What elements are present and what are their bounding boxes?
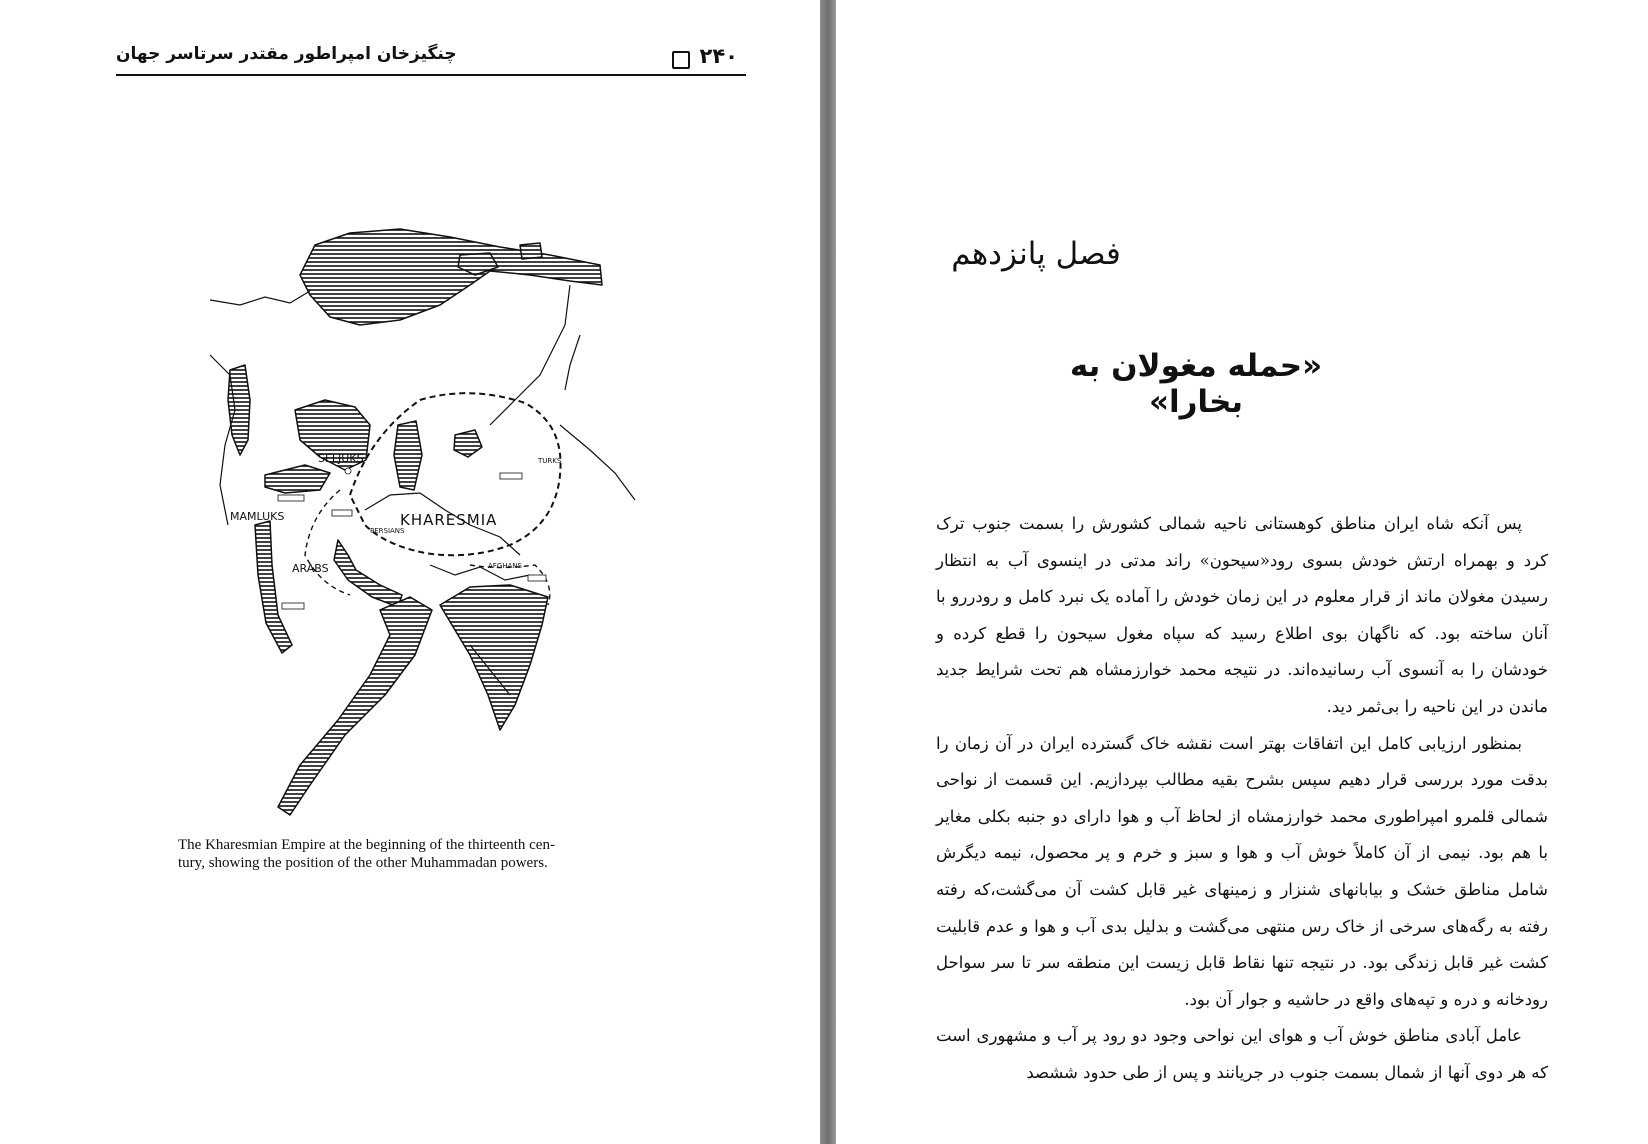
running-header-title: چنگیزخان امپراطور مقتدر سرتاسر جهان [116,44,457,64]
map-label-turks: TURKS [538,457,562,465]
paragraph: پس آنکه شاه ایران مناطق کوهستانی ناحیه شمالی کشورش را بسمت جنوب ترک کرد و بهمراه ارتش خودش بسوی رود«سیحون» راند مدتی در اینسوی آب به انتظار رسیدن مغولان ماند از قرار معلوم در این زمان خودش را آماده یک نبرد کامل و رودررو با آنان ساخته بود. که ناگهان بوی اطلاع رسید که سپاه مغول سیحون را قطع کرده و خودشان را به آنسوی آب رسانیده‌اند. در نتیجه محمد خوارزمشاه هم تحت شرایط جدید ماندن در این ناحیه را بی‌ثمر دید. [936,514,1548,716]
map-label-mamluks: MAMLUKS [230,510,285,523]
left-page [0,0,820,1144]
chapter-label: فصل پانزدهم [951,236,1121,272]
chapter-title: «حمله مغولان به بخارا» [1069,348,1323,420]
caption-line-1: The Kharesmian Empire at the beginning of the thirteenth cen- [178,837,555,853]
map-label-afghans: AFGHANS [488,562,522,570]
paragraph: بمنظور ارزیابی کامل این اتفاقات بهتر است نقشه خاک گسترده ایران در آن زمان را بدقت مورد بررسی قرار دهیم سپس بشرح بقیه مطالب بپردازیم. این قسمت از نواحی شمالی قلمرو امپراطوری محمد خوارزمشاه از لحاظ آب و هوا دارای دو جنبه بکلی مغایر با هم بود. نیمی از آن کاملاً خوش آب و هوا و سبز و خرم و پر محصول، نیمه دیگرش شامل مناطق خشک و بیابانهای شنزار و زمینهای غیر قابل کشت آن می‌گشت،که رفته رفته به رگه‌های سرخی از خاک رس منتهی می‌گشت و بدلیل بدی آب و هوا و عدم قابلیت کشت غیر قابل زندگی بود. در نتیجه تنها نقاط قابل زیست این منطقه سر تا سر سواحل رودخانه و دره و تپه‌های واقع در حاشیه و جوار آن بود. [936,733,1549,1009]
map-label-arabs: ARABS [292,562,329,575]
map-label-seljuks: SELJUKS [318,452,364,465]
paragraph: عامل آبادی مناطق خوش آب و هوای این نواحی وجود دو رود پر آب و مشهوری است که هر دوی آنها از شمال بسمت جنوب در جریانند و پس از طی حدود ششصد [936,1026,1548,1082]
map-label-persians: PERSIANS [370,527,405,535]
caption-line-2: tury, showing the position of the other Muhammadan powers. [178,855,548,871]
page-number: ۲۴۰ [699,44,738,68]
kharesmian-empire-map [170,225,650,820]
map-label-kharesmia: KHARESMIA [400,511,498,529]
body-text [936,506,1548,1092]
running-header [116,44,746,76]
map-caption [178,836,648,872]
square-ornament-icon [672,51,690,69]
right-page [836,0,1648,1144]
book-spine [820,0,836,1144]
